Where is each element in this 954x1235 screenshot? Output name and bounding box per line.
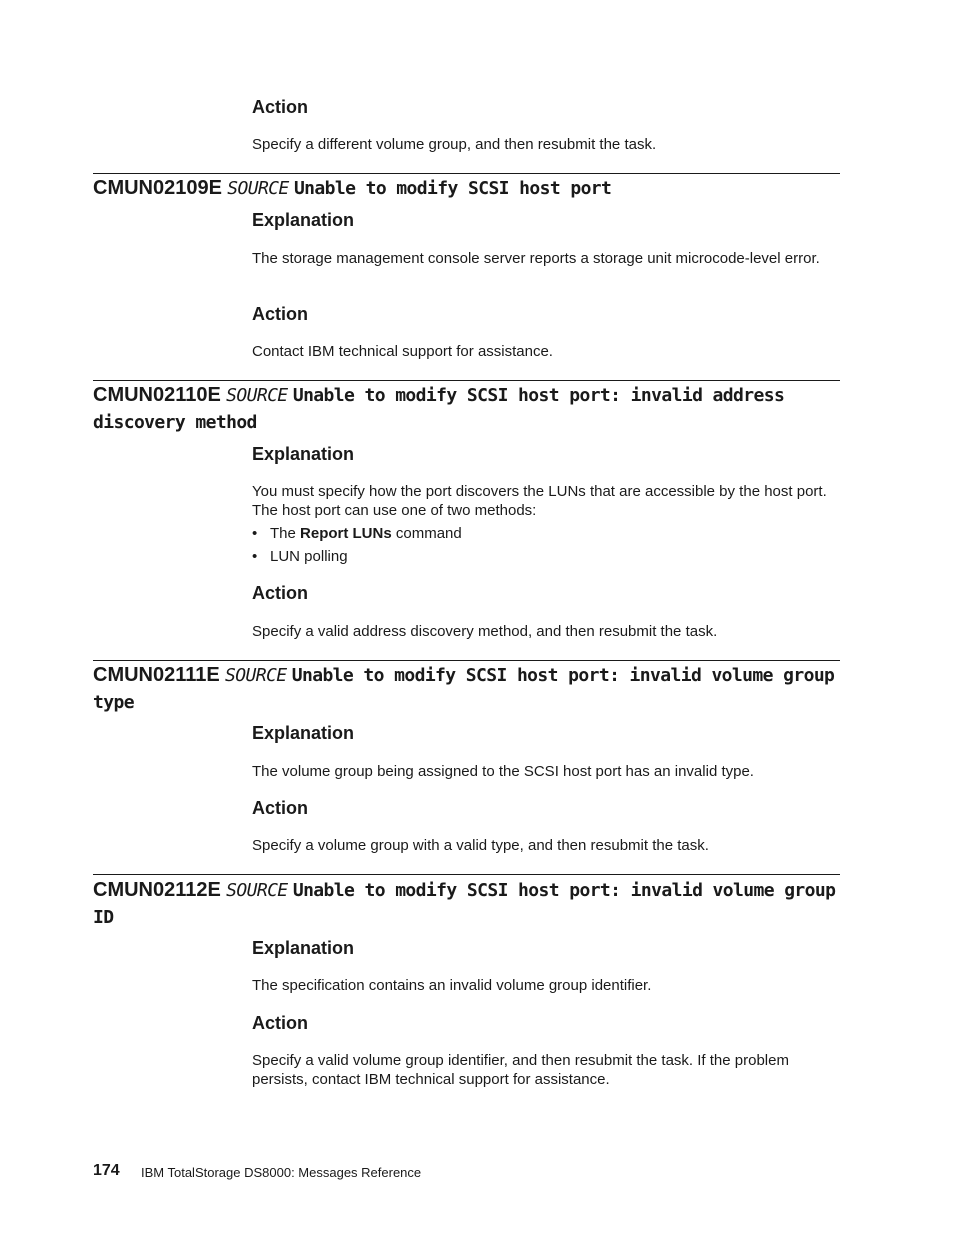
explanation-heading: Explanation xyxy=(252,444,355,464)
message-heading xyxy=(93,877,853,931)
message-divider xyxy=(93,380,840,381)
action-text: Specify a valid volume group identifier, and then resubmit the task. If the problem persists, contact IBM technical support for assistance. xyxy=(252,1052,789,1088)
message-divider xyxy=(93,874,840,875)
action-heading: Action xyxy=(252,97,308,117)
action-text: Specify a different volume group, and then resubmit the task. xyxy=(252,136,657,153)
message-divider xyxy=(93,173,840,174)
explanation-text: The specification contains an invalid volume group identifier. xyxy=(252,977,652,994)
action-heading: Action xyxy=(252,583,308,603)
action-heading: Action xyxy=(252,304,308,324)
explanation-text: The storage management console server reports a storage unit microcode-level error. xyxy=(252,250,820,267)
explanation-heading: Explanation xyxy=(252,210,355,230)
method-list xyxy=(252,525,462,571)
command-name: Report LUNs xyxy=(300,525,392,542)
page-number: 174 xyxy=(93,1162,120,1179)
message-id: CMUN02110E xyxy=(93,384,221,406)
action-heading: Action xyxy=(252,1013,308,1033)
message-title: Unable to modify SCSI host port: invalid volume group type xyxy=(93,665,835,713)
message-heading xyxy=(93,175,853,202)
message-divider xyxy=(93,660,840,661)
message-heading xyxy=(93,662,853,716)
explanation-text: The volume group being assigned to the SCSI host port has an invalid type. xyxy=(252,763,754,780)
action-text: Specify a valid address discovery method, and then resubmit the task. xyxy=(252,623,718,640)
message-source: SOURCE xyxy=(225,665,287,686)
list-item: • The Report LUNs command xyxy=(252,525,462,544)
action-text: Specify a volume group with a valid type, and then resubmit the task. xyxy=(252,837,709,854)
message-id: CMUN02111E xyxy=(93,664,220,686)
message-title: Unable to modify SCSI host port: invalid address discovery method xyxy=(93,385,785,433)
explanation-text: You must specify how the port discovers the LUNs that are accessible by the host port. The host port can use one of two methods: xyxy=(252,483,827,519)
action-heading: Action xyxy=(252,798,308,818)
message-source: SOURCE xyxy=(226,880,288,901)
explanation-heading: Explanation xyxy=(252,938,355,958)
message-title: Unable to modify SCSI host port: invalid volume group ID xyxy=(93,880,836,928)
message-heading xyxy=(93,382,853,436)
message-id: CMUN02109E xyxy=(93,177,222,199)
list-item: • LUN polling xyxy=(252,548,462,567)
book-title: IBM TotalStorage DS8000: Messages Reference xyxy=(141,1165,422,1180)
message-source: SOURCE xyxy=(226,385,288,406)
message-title: Unable to modify SCSI host port xyxy=(293,178,612,199)
message-id: CMUN02112E xyxy=(93,879,221,901)
message-source: SOURCE xyxy=(227,178,289,199)
action-text: Contact IBM technical support for assistance. xyxy=(252,343,553,360)
explanation-heading: Explanation xyxy=(252,723,355,743)
